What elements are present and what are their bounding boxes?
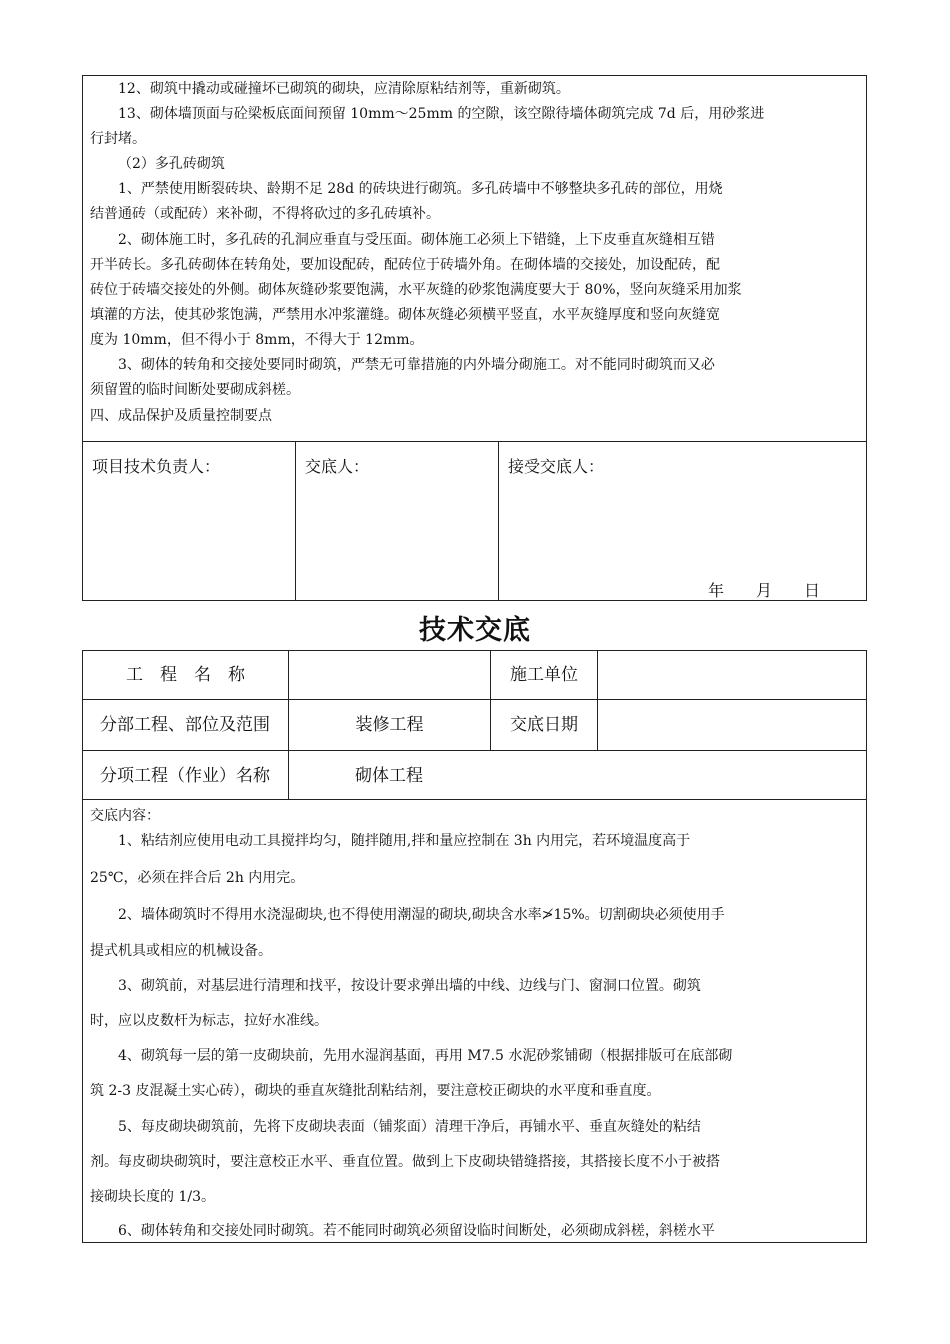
tech-lead-label: 项目技术负责人： (92, 457, 221, 476)
construction-unit-label: 施工单位 (510, 665, 578, 685)
content-line: 时，应以皮数杆为标志，拉好水准线。 (90, 1013, 328, 1029)
text-line: 度为 10mm，但不得小于 8mm，不得大于 12mm。 (90, 332, 424, 348)
signature-date: 年 月 日 (708, 581, 821, 600)
signature-divider (498, 441, 499, 601)
section-heading: 四、成品保护及质量控制要点 (90, 408, 272, 424)
text-line: 须留置的临时间断处要砌成斜槎。 (90, 382, 300, 398)
page-title: 技术交底 (419, 615, 531, 646)
content-label: 交底内容： (90, 808, 160, 824)
text-line: 结普通砖（或配砖）来补砌，不得将砍过的多孔砖填补。 (90, 206, 440, 222)
project-name-value (289, 651, 490, 699)
receiver-label: 接受交底人： (508, 457, 605, 476)
text-line: 3、砌体的转角和交接处要同时砌筑，严禁无可靠措施的内外墙分砌施工。对不能同时砌筑而又必 (118, 357, 715, 373)
text-line: 填灌的方法，使其砂浆饱满，严禁用水冲浆灌缝。砌体灰缝必须横平竖直，水平灰缝厚度和竖向灰缝宽 (90, 307, 720, 323)
project-name-label: 工 程 名 称 (126, 665, 245, 685)
content-line: 接砌块长度的 1/3。 (90, 1189, 215, 1205)
content-line: 5、每皮砌块砌筑前，先将下皮砌块表面（铺浆面）清理干净后，再铺水平、垂直灰缝处的粘结 (118, 1119, 701, 1135)
subsection-heading: （2）多孔砖砌筑 (118, 156, 225, 172)
construction-unit-value (598, 651, 866, 699)
content-line: 提式机具或相应的机械设备。 (90, 943, 272, 959)
text-line: 行封堵。 (90, 131, 146, 147)
content-line: 筑 2-3 皮混凝土实心砖），砌块的垂直灰缝批刮粘结剂，要注意校正砌块的水平度和垂直度。 (90, 1083, 661, 1099)
text-line: 12、砌筑中撬动或碰撞坏已砌筑的砌块，应清除原粘结剂等，重新砌筑。 (118, 81, 570, 97)
division-label: 分部工程、部位及范围 (100, 715, 270, 735)
handover-date-value (598, 700, 866, 750)
signature-divider (295, 441, 296, 601)
presenter-label: 交底人： (305, 457, 370, 476)
subitem-value: 砌体工程 (355, 765, 423, 786)
text-line: 2、砌体施工时，多孔砖的孔洞应垂直与受压面。砌体施工必须上下错缝，上下皮垂直灰缝相互错 (118, 232, 715, 248)
text-line: 开半砖长。多孔砖砌体在转角处，要加设配砖，配砖位于砖墙外角。在砌体墙的交接处，加设配砖，配 (90, 257, 720, 273)
content-line: 3、砌筑前，对基层进行清理和找平，按设计要求弹出墙的中线、边线与门、窗洞口位置。砌筑 (118, 978, 701, 994)
text-line: 砖位于砖墙交接处的外侧。砌体灰缝砂浆要饱满，水平灰缝的砂浆饱满度要大于 80%，竖向灰缝采用加浆 (90, 282, 742, 298)
content-line: 剂。每皮砌块砌筑时，要注意校正水平、垂直位置。做到上下皮砌块错缝搭接，其搭接长度不小于被搭 (90, 1154, 720, 1170)
content-line: 2、墙体砌筑时不得用水浇湿砌块,也不得使用潮湿的砌块,砌块含水率≯15%。切割砌块必须使用手 (118, 907, 725, 923)
text-line: 13、砌体墙顶面与砼梁板底面间预留 10mm～25mm 的空隙，该空隙待墙体砌筑完成 7d 后，用砂浆进 (118, 106, 765, 122)
content-line: 4、砌筑每一层的第一皮砌块前，先用水湿润基面，再用 M7.5 水泥砂浆铺砌（根据排版可在底部砌 (118, 1048, 733, 1064)
content-line: 1、粘结剂应使用电动工具搅拌均匀，随拌随用,拌和量应控制在 3h 内用完，若环境温度高于 (118, 833, 691, 849)
subitem-label: 分项工程（作业）名称 (100, 765, 270, 786)
handover-date-label: 交底日期 (510, 715, 578, 735)
text-line: 1、严禁使用断裂砖块、龄期不足 28d 的砖块进行砌筑。多孔砖墙中不够整块多孔砖的部位，用烧 (118, 181, 723, 197)
content-line: 25℃，必须在拌合后 2h 内用完。 (90, 870, 305, 886)
division-value: 装修工程 (355, 715, 424, 735)
content-line: 6、砌体转角和交接处同时砌筑。若不能同时砌筑必须留设临时间断处，必须砌成斜槎，斜槎水平 (118, 1223, 715, 1239)
